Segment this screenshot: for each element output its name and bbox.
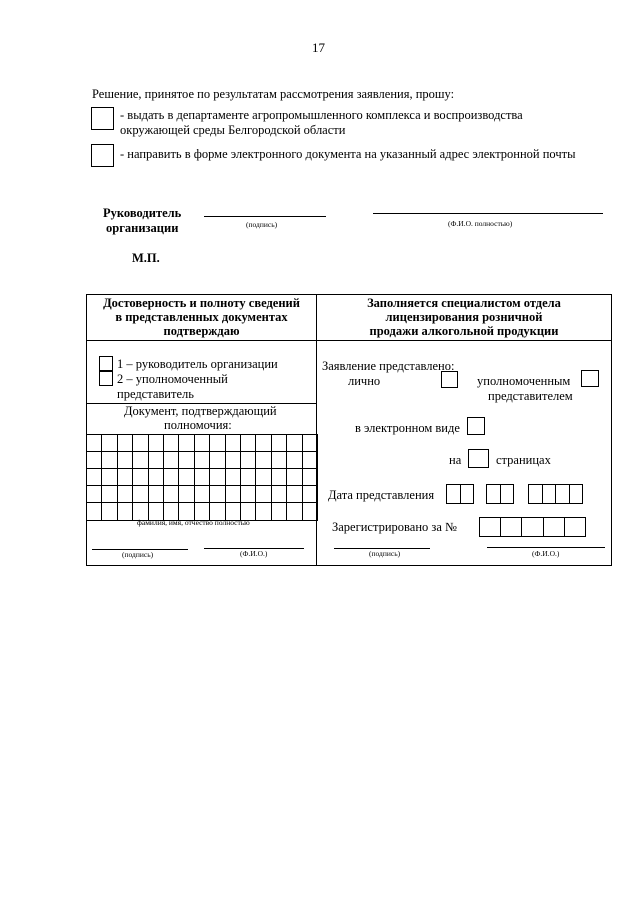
- head-label-line1: Руководитель: [103, 206, 182, 220]
- head-signature-line: [204, 216, 326, 217]
- head-signature-caption: (подпись): [246, 220, 278, 229]
- submitted-authorized-label-line2: представителем: [488, 389, 573, 403]
- left-signature-caption: (подпись): [122, 550, 154, 559]
- registration-digit-cell[interactable]: [564, 517, 586, 537]
- registration-number-field[interactable]: [479, 517, 586, 537]
- role-representative-label-line1: 2 – уполномоченный: [117, 372, 228, 386]
- letter-cell[interactable]: [86, 434, 102, 452]
- registration-number-label: Зарегистрировано за №: [332, 520, 457, 534]
- full-name-caption: фамилия, имя, отчество полностью: [137, 518, 250, 527]
- head-fio-line: [373, 213, 603, 214]
- letter-cell[interactable]: [163, 434, 179, 452]
- letter-cell[interactable]: [302, 502, 318, 521]
- letter-cell[interactable]: [225, 451, 241, 469]
- letter-cell[interactable]: [101, 502, 117, 521]
- letter-cell[interactable]: [117, 451, 133, 469]
- pages-on-label: на: [449, 453, 462, 467]
- letter-cell[interactable]: [271, 485, 287, 503]
- letter-cell[interactable]: [178, 451, 194, 469]
- letter-cell[interactable]: [86, 451, 102, 469]
- letter-cell[interactable]: [209, 434, 225, 452]
- letter-cell[interactable]: [271, 434, 287, 452]
- letter-cell[interactable]: [286, 451, 302, 469]
- letter-cell[interactable]: [117, 434, 133, 452]
- registration-digit-cell[interactable]: [500, 517, 522, 537]
- letter-cell[interactable]: [86, 502, 102, 521]
- letter-cell[interactable]: [163, 451, 179, 469]
- letter-cell[interactable]: [286, 502, 302, 521]
- table-column-divider: [316, 294, 317, 566]
- checkbox-issue-in-department[interactable]: [91, 107, 114, 130]
- letter-cell[interactable]: [101, 485, 117, 503]
- checkbox-submitted-personally[interactable]: [441, 371, 458, 388]
- letter-cell[interactable]: [148, 485, 164, 503]
- letter-cell[interactable]: [225, 468, 241, 486]
- registration-digit-cell[interactable]: [521, 517, 543, 537]
- submitted-label: Заявление представлено:: [322, 359, 455, 373]
- letter-cell[interactable]: [255, 451, 271, 469]
- date-digit-cell[interactable]: [569, 484, 584, 504]
- letter-cell[interactable]: [132, 468, 148, 486]
- letter-cell[interactable]: [225, 485, 241, 503]
- letter-cell[interactable]: [194, 451, 210, 469]
- pages-count-field[interactable]: [468, 449, 489, 468]
- right-header: [318, 296, 610, 338]
- letter-cell[interactable]: [101, 434, 117, 452]
- letter-cell[interactable]: [240, 485, 256, 503]
- date-digit-cell[interactable]: [555, 484, 570, 504]
- letter-cell[interactable]: [178, 485, 194, 503]
- letter-cell[interactable]: [240, 468, 256, 486]
- checkbox-electronic[interactable]: [467, 417, 485, 435]
- submission-date-field[interactable]: [446, 484, 586, 504]
- letter-cell[interactable]: [86, 468, 102, 486]
- letter-cell[interactable]: [255, 434, 271, 452]
- registration-digit-cell[interactable]: [479, 517, 501, 537]
- letter-cell[interactable]: [132, 451, 148, 469]
- date-digit-cell[interactable]: [486, 484, 501, 504]
- letter-cell[interactable]: [209, 485, 225, 503]
- electronic-label: в электронном виде: [355, 421, 460, 435]
- letter-cell[interactable]: [117, 502, 133, 521]
- right-fio-line: [487, 547, 605, 548]
- right-header-line1: Заполняется специалистом отдела: [367, 296, 561, 310]
- letter-cell[interactable]: [240, 434, 256, 452]
- date-digit-cell[interactable]: [528, 484, 543, 504]
- letter-cell[interactable]: [178, 434, 194, 452]
- letter-cell[interactable]: [271, 451, 287, 469]
- letter-cell[interactable]: [148, 434, 164, 452]
- letter-cell[interactable]: [255, 468, 271, 486]
- checkbox-role-representative[interactable]: [99, 371, 113, 386]
- page-number: 17: [312, 40, 325, 55]
- letter-cell[interactable]: [148, 468, 164, 486]
- right-header-line3: продажи алкогольной продукции: [369, 324, 559, 338]
- letter-cell[interactable]: [148, 451, 164, 469]
- letter-cell[interactable]: [302, 434, 318, 452]
- registration-digit-cell[interactable]: [543, 517, 565, 537]
- role-head-label: 1 – руководитель организации: [117, 357, 278, 371]
- letter-cell[interactable]: [101, 451, 117, 469]
- authority-document-label-line2: полномочия:: [164, 418, 232, 432]
- letter-cell[interactable]: [286, 434, 302, 452]
- left-fio-caption: (Ф.И.О.): [240, 549, 268, 558]
- left-header: [88, 296, 315, 338]
- option-issue-line2: окружающей среды Белгородской области: [120, 123, 346, 137]
- letter-cell[interactable]: [271, 468, 287, 486]
- letter-cell[interactable]: [194, 434, 210, 452]
- letter-cell[interactable]: [101, 468, 117, 486]
- checkbox-submitted-authorized[interactable]: [581, 370, 599, 387]
- table-header-divider: [86, 340, 612, 341]
- letter-cell[interactable]: [255, 485, 271, 503]
- letter-cell[interactable]: [271, 502, 287, 521]
- letter-cell[interactable]: [117, 485, 133, 503]
- letter-cell[interactable]: [194, 485, 210, 503]
- option-issue-line1: - выдать в департаменте агропромышленного комплекса и воспроизводства: [120, 108, 523, 122]
- letter-cell[interactable]: [132, 485, 148, 503]
- date-digit-cell[interactable]: [500, 484, 515, 504]
- date-digit-cell[interactable]: [460, 484, 475, 504]
- letter-cell[interactable]: [209, 451, 225, 469]
- letter-cell[interactable]: [194, 468, 210, 486]
- letter-cell[interactable]: [286, 485, 302, 503]
- letter-cell[interactable]: [225, 434, 241, 452]
- letter-cell[interactable]: [302, 468, 318, 486]
- role-representative-label-line2: представитель: [117, 387, 194, 401]
- letter-cell[interactable]: [302, 451, 318, 469]
- stamp-label: М.П.: [132, 251, 160, 265]
- decision-intro: Решение, принятое по результатам рассмотрения заявления, прошу:: [92, 87, 455, 101]
- checkbox-role-head[interactable]: [99, 356, 113, 371]
- left-header-line2: в представленных документах: [115, 310, 288, 324]
- letter-cell[interactable]: [163, 468, 179, 486]
- letter-cell[interactable]: [117, 468, 133, 486]
- letter-cell[interactable]: [163, 485, 179, 503]
- submitted-authorized-label-line1: уполномоченным: [477, 374, 571, 388]
- letter-cell[interactable]: [209, 468, 225, 486]
- authority-document-grid[interactable]: [86, 434, 317, 520]
- head-fio-caption: (Ф.И.О. полностью): [448, 219, 513, 228]
- letter-cell[interactable]: [132, 434, 148, 452]
- date-digit-cell[interactable]: [446, 484, 461, 504]
- authority-document-label-line1: Документ, подтверждающий: [124, 404, 277, 418]
- checkbox-send-electronic[interactable]: [91, 144, 114, 167]
- right-signature-caption: (подпись): [369, 549, 401, 558]
- submitted-personally-label: лично: [348, 374, 381, 388]
- letter-cell[interactable]: [286, 468, 302, 486]
- head-label-line2: организации: [106, 221, 179, 235]
- left-header-line1: Достоверность и полноту сведений: [103, 296, 300, 310]
- right-fio-caption: (Ф.И.О.): [532, 549, 560, 558]
- right-header-line2: лицензирования розничной: [385, 310, 543, 324]
- pages-label: страницах: [496, 453, 551, 467]
- letter-cell[interactable]: [86, 485, 102, 503]
- letter-cell[interactable]: [240, 451, 256, 469]
- letter-cell[interactable]: [178, 468, 194, 486]
- letter-cell[interactable]: [255, 502, 271, 521]
- date-digit-cell[interactable]: [542, 484, 557, 504]
- left-header-line3: подтверждаю: [163, 324, 240, 338]
- option-send-electronic: - направить в форме электронного документа на указанный адрес электронной почты: [120, 147, 576, 161]
- submission-date-label: Дата представления: [328, 488, 435, 502]
- letter-cell[interactable]: [302, 485, 318, 503]
